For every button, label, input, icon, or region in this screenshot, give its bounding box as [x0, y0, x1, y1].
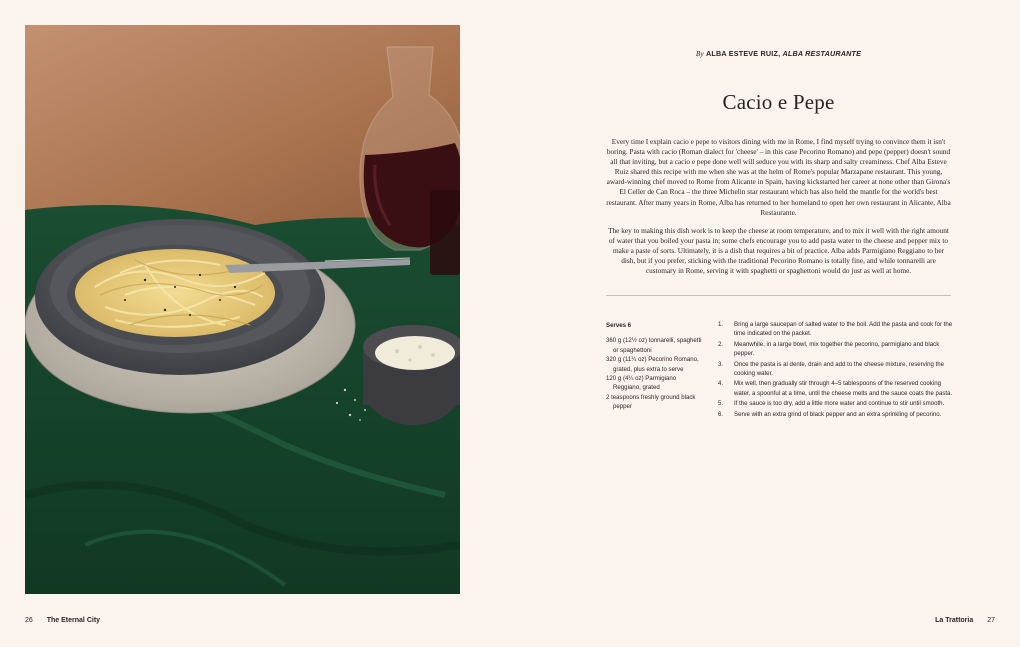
- ingredient-item: 120 g (4¼ oz) Parmigiano Reggiano, grated: [606, 375, 677, 392]
- recipe-title: Cacio e Pepe: [722, 90, 835, 114]
- step-number: 2.: [718, 340, 724, 348]
- method-step: [718, 360, 954, 379]
- method-step: [718, 410, 954, 419]
- byline-restaurant: ALBA RESTAURANTE: [782, 49, 862, 58]
- footer-right: [935, 617, 995, 624]
- method-step: [718, 320, 954, 339]
- byline: [606, 49, 951, 58]
- method-step: [718, 399, 954, 408]
- step-text: If the sauce is too dry, add a little more water and continue to stir until smooth.: [734, 400, 945, 408]
- pasta-illustration: [25, 25, 460, 594]
- step-number: 6.: [718, 410, 724, 418]
- byline-author: ALBA ESTEVE RUIZ,: [706, 49, 781, 58]
- byline-prefix: By: [695, 50, 704, 58]
- intro-paragraph-1: Every time I explain cacio e pepe to visitors dining with me in Rome, I find myself trying to convince them it isn't boring. Pasta with cacio (Roman dialect for 'cheese' – in this case Pecorino Romano) and pepe (pepper) doesn't sound all that inviting, but a cacio e pepe done well will seduce you with its sharp and salty creaminess. Chef Alba Esteve Ruiz shared this recipe with me when she was at the helm of Rome's popular Marzapane restaurant. This young, award-winning chef moved to Rome from Alicante in Spain, having kickstarted her career at none other than Girona's El Celler de Can Roca – the three Michelin star restaurant which has also held the mantle for the world's best restaurant. After many years in Rome, Alba has returned to her homeland to open her own restaurant in Alicante, Alba Restaurante.: [606, 137, 951, 217]
- section-divider: [606, 295, 951, 296]
- step-text: Once the pasta is al dente, drain and add to the cheese mixture, reserving the cooking water.: [734, 360, 945, 378]
- step-number: 3.: [718, 360, 724, 368]
- step-text: Serve with an extra grind of black pepper and an extra sprinkling of pecorino.: [734, 410, 942, 418]
- footer-left: [25, 617, 100, 624]
- ingredient-item: 320 g (11¼ oz) Pecorino Romano, grated, plus extra to serve: [606, 356, 699, 373]
- right-page-number: 27: [987, 617, 995, 624]
- method-steps: [718, 320, 954, 420]
- ingredient-item: 360 g (12½ oz) tonnarelli, spaghetti or spaghettoni: [606, 337, 702, 354]
- method-step: [718, 340, 954, 359]
- left-page-number: 26: [25, 617, 33, 624]
- intro-paragraph-2: The key to making this dish work is to keep the cheese at room temperature, and to mix it well with the right amount of water that you boiled your pasta in; some chefs encourage you to add pasta water to the cheese and pepper mix to make a paste of sorts. Ultimately, it is a dish that requires a bit of practice. Alba adds Parmigiano Reggiano to her dish, but if you prefer, sticking with the traditional Pecorino Romano is totally fine, and while tonnarelli are customary in Rome, serving it with spaghetti or spaghettoni would do just as well at home.: [608, 225, 949, 276]
- step-text: Mix well, then gradually stir through 4–5 tablespoons of the reserved cooking water, a spoonful at a time, until the cheese melts and the sauce coats the pasta.: [734, 380, 953, 397]
- method-step: [718, 379, 954, 398]
- step-number: 5.: [718, 400, 724, 408]
- right-section-title: La Trattoria: [935, 617, 974, 624]
- pasta-photo: [25, 25, 460, 594]
- left-section-title: The Eternal City: [46, 617, 101, 624]
- step-text: Meanwhile, in a large bowl, mix together the pecorino, parmigiano and black pepper.: [734, 340, 940, 358]
- step-text: Bring a large saucepan of salted water to the boil. Add the pasta and cook for the time indicated on the packet.: [734, 321, 953, 338]
- recipe-intro: [606, 137, 951, 284]
- step-number: 1.: [718, 321, 724, 328]
- ingredients-list: [606, 321, 702, 412]
- ingredient-item: 2 teaspoons freshly ground black pepper: [606, 393, 696, 411]
- step-number: 4.: [718, 380, 724, 388]
- serves-label: Serves 6: [606, 322, 632, 329]
